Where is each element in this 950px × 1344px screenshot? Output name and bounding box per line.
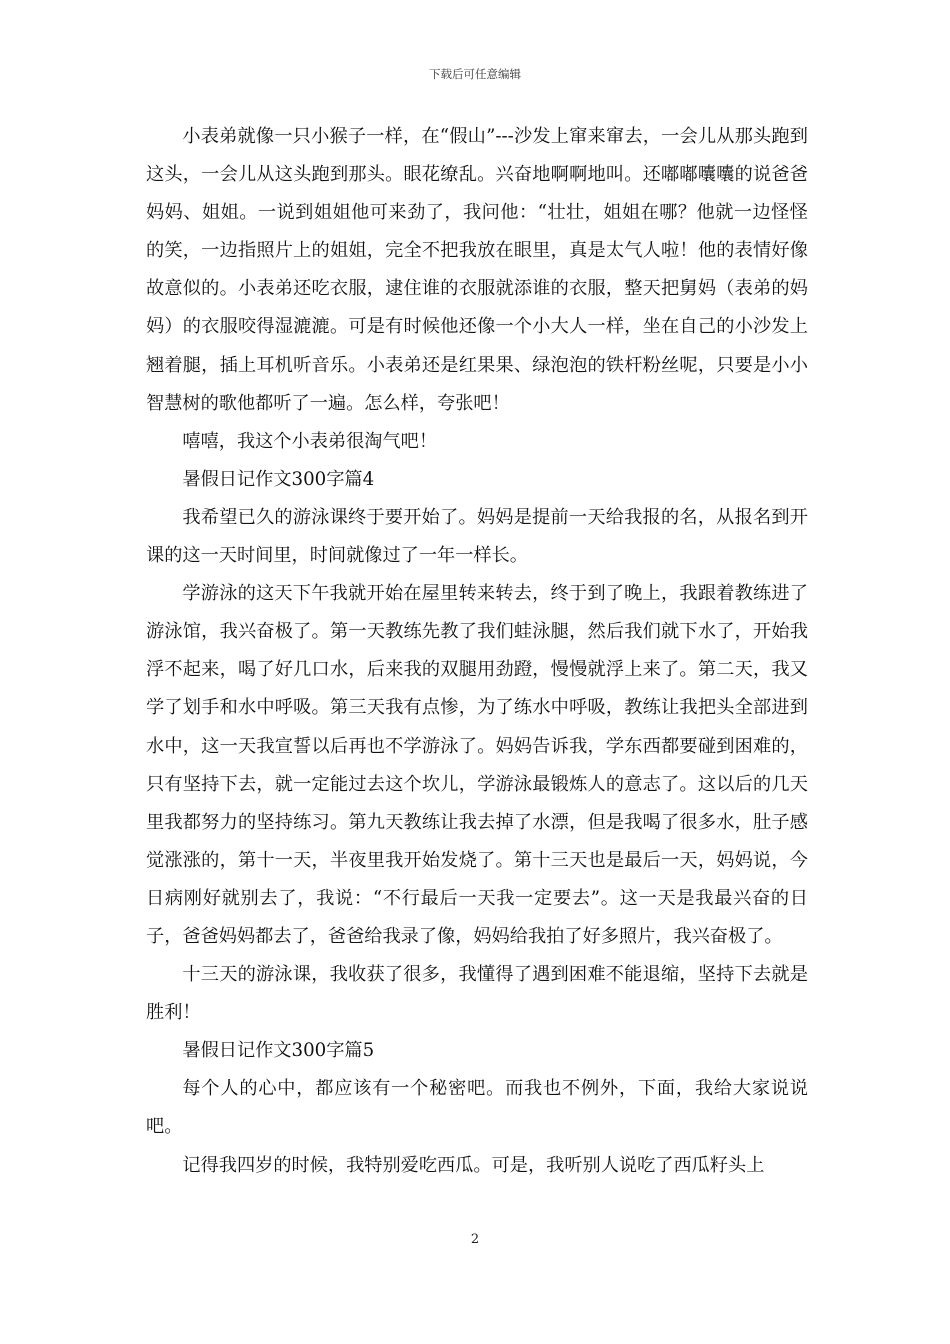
section-heading: 暑假日记作文300字篇5	[182, 1040, 375, 1062]
page-number: 2	[470, 1232, 480, 1247]
paragraph: 记得我四岁的时候，我特别爱吃西瓜。可是，我听别人说吃了西瓜籽头上	[182, 1154, 765, 1176]
paragraph: 嘻嘻，我这个小表弟很淘气吧！	[182, 430, 438, 452]
paragraph: 我希望已久的游泳课终于要开始了。妈妈是提前一天给我报的名，从报名到开课的这一天时间里，时间就像过了一年一样长。	[146, 506, 808, 567]
paragraph: 学游泳的这天下午我就开始在屋里转来转去，终于到了晚上，我跟着教练进了游泳馆，我兴奋极了。第一天教练先教了我们蛙泳腿，然后我们就下水了，开始我浮不起来，喝了好几口水，后来我的双腿用劲蹬，慢慢就浮上来了。第二天，我又学了划手和水中呼吸。第三天我有点惨，为了练水中呼吸，教练让我把头全部进到水中，这一天我宣誓以后再也不学游泳了。妈妈告诉我，学东西都要碰到困难的，只有坚持下去，就一定能过去这个坎儿，学游泳最锻炼人的意志了。这以后的几天里我都努力的坚持练习。第九天教练让我去掉了水漂，但是我喝了很多水，肚子感觉涨涨的，第十一天，半夜里我开始发烧了。第十三天也是最后一天，妈妈说，今日病刚好就别去了，我说：“不行最后一天我一定要去”。这一天是我最兴奋的日子，爸爸妈妈都去了，爸爸给我录了像，妈妈给我拍了好多照片，我兴奋极了。	[146, 583, 808, 947]
section-heading: 暑假日记作文300字篇4	[182, 468, 375, 490]
paragraph: 十三天的游泳课，我收获了很多，我懂得了遇到困难不能退缩，坚持下去就是胜利！	[146, 964, 808, 1024]
paragraph: 小表弟就像一只小猴子一样，在“假山”---沙发上窜来窜去，一会儿从那头跑到这头，一会儿从这头跑到那头。眼花缭乱。兴奋地啊啊地叫。还嘟嘟囔囔的说爸爸妈妈、姐姐。一说到姐姐他可来劲了，我问他：“壮壮，姐姐在哪？他就一边怪怪的笑，一边指照片上的姐姐，完全不把我放在眼里，真是太气人啦！他的表情好像故意似的。小表弟还吃衣服，逮住谁的衣服就添谁的衣服，整天把舅妈（表弟的妈妈）的衣服咬得湿漉漉。可是有时候他还像一个小大人一样，坐在自己的小沙发上翘着腿，插上耳机听音乐。小表弟还是红果果、绿泡泡的铁杆粉丝呢，只要是小小智慧树的歌他都听了一遍。怎么样，夸张吧！	[146, 126, 808, 414]
paragraph: 每个人的心中，都应该有一个秘密吧。而我也不例外，下面，我给大家说说吧。	[146, 1078, 808, 1138]
document-body	[146, 118, 808, 1185]
page-header: 下载后可任意编辑	[429, 67, 521, 81]
